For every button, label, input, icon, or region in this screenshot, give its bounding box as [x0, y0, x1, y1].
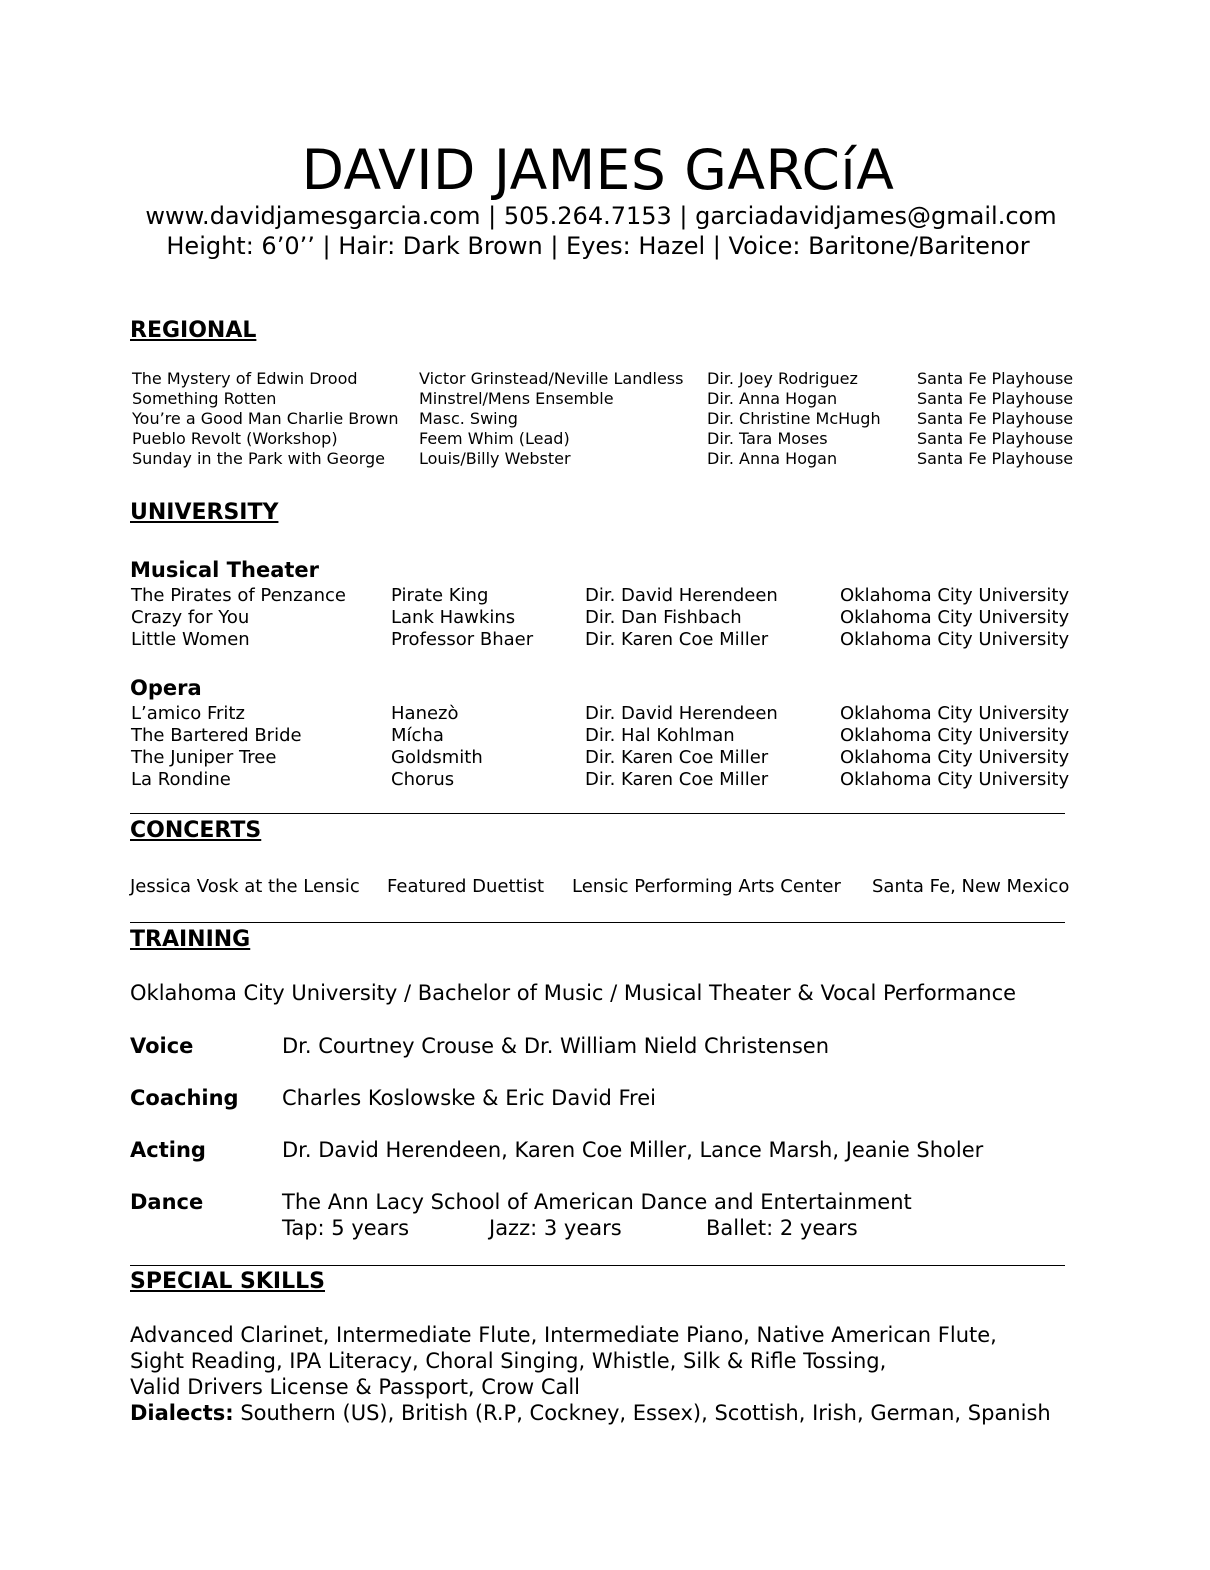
role: Louis/Billy Webster	[419, 449, 571, 468]
show-title: La Rondine	[131, 769, 231, 790]
director: Dir. Joey Rodriguez	[707, 369, 858, 388]
show-title: Little Women	[131, 629, 250, 650]
role: Victor Grinstead/Neville Landless	[419, 369, 684, 388]
concerts-heading: CONCERTS	[130, 818, 262, 843]
role: Masc. Swing	[419, 409, 518, 428]
role: Pirate King	[391, 585, 489, 606]
concert-role: Featured Duettist	[387, 876, 545, 897]
role: Lank Hawkins	[391, 607, 516, 628]
contact-line: www.davidjamesgarcia.com | 505.264.7153 | garciadavidjames@gmail.com	[145, 202, 1057, 230]
concert-location: Santa Fe, New Mexico	[872, 876, 1070, 897]
director: Dir. Anna Hogan	[707, 389, 838, 408]
role: Mícha	[391, 725, 444, 746]
musical-theater-subheading: Musical Theater	[130, 558, 319, 582]
director: Dir. Tara Moses	[707, 429, 828, 448]
concert-title: Jessica Vosk at the Lensic	[130, 876, 360, 897]
voice-teachers: Dr. Courtney Crouse & Dr. William Nield Christensen	[282, 1034, 830, 1058]
show-title: The Pirates of Penzance	[131, 585, 346, 606]
section-divider	[130, 922, 1065, 923]
acting-label: Acting	[130, 1138, 206, 1162]
skills-line: Valid Drivers License & Passport, Crow Call	[130, 1375, 581, 1399]
show-title: Sunday in the Park with George	[132, 449, 385, 468]
venue: Santa Fe Playhouse	[917, 389, 1074, 408]
show-title: Pueblo Revolt (Workshop)	[132, 429, 338, 448]
role: Feem Whim (Lead)	[419, 429, 570, 448]
coaching-teachers: Charles Koslowske & Eric David Frei	[282, 1086, 656, 1110]
role: Chorus	[391, 769, 455, 790]
dialects-label: Dialects:	[130, 1401, 234, 1425]
show-title: Something Rotten	[132, 389, 277, 408]
section-divider	[130, 813, 1065, 814]
role: Hanezò	[391, 703, 459, 724]
show-title: The Juniper Tree	[131, 747, 277, 768]
venue: Oklahoma City University	[840, 703, 1070, 724]
show-title: The Bartered Bride	[131, 725, 302, 746]
physical-stats: Height: 6’0’’ | Hair: Dark Brown | Eyes: Hazel | Voice: Baritone/Baritenor	[166, 232, 1030, 260]
venue: Santa Fe Playhouse	[917, 429, 1074, 448]
special-skills-heading: SPECIAL SKILLS	[130, 1269, 325, 1294]
venue: Oklahoma City University	[840, 725, 1070, 746]
director: Dir. Dan Fishbach	[585, 607, 742, 628]
venue: Oklahoma City University	[840, 607, 1070, 628]
venue: Oklahoma City University	[840, 585, 1070, 606]
director: Dir. David Herendeen	[585, 585, 778, 606]
venue: Santa Fe Playhouse	[917, 369, 1074, 388]
dance-jazz: Jazz: 3 years	[489, 1216, 622, 1240]
role: Minstrel/Mens Ensemble	[419, 389, 614, 408]
venue: Oklahoma City University	[840, 629, 1070, 650]
voice-label: Voice	[130, 1034, 194, 1058]
show-title: The Mystery of Edwin Drood	[132, 369, 358, 388]
dialects-line	[130, 1401, 1051, 1425]
director: Dir. Hal Kohlman	[585, 725, 735, 746]
director: Dir. Anna Hogan	[707, 449, 838, 468]
opera-subheading: Opera	[130, 676, 202, 700]
dialects-list: Southern (US), British (R.P, Cockney, Essex), Scottish, Irish, German, Spanish	[233, 1401, 1051, 1425]
acting-teachers: Dr. David Herendeen, Karen Coe Miller, Lance Marsh, Jeanie Sholer	[282, 1138, 984, 1162]
venue: Santa Fe Playhouse	[917, 449, 1074, 468]
show-title: L’amico Fritz	[131, 703, 245, 724]
venue: Oklahoma City University	[840, 747, 1070, 768]
regional-heading: REGIONAL	[130, 318, 257, 343]
dance-ballet: Ballet: 2 years	[706, 1216, 858, 1240]
venue: Oklahoma City University	[840, 769, 1070, 790]
director: Dir. Karen Coe Miller	[585, 629, 769, 650]
venue: Santa Fe Playhouse	[917, 409, 1074, 428]
training-heading: TRAINING	[130, 927, 251, 952]
page-title: DAVID JAMES GARCíA	[301, 138, 895, 202]
show-title: You’re a Good Man Charlie Brown	[132, 409, 399, 428]
skills-line: Sight Reading, IPA Literacy, Choral Singing, Whistle, Silk & Rifle Tossing,	[130, 1349, 887, 1373]
dance-label: Dance	[130, 1190, 204, 1214]
role: Professor Bhaer	[391, 629, 534, 650]
skills-line: Advanced Clarinet, Intermediate Flute, Intermediate Piano, Native American Flute,	[130, 1323, 997, 1347]
director: Dir. Karen Coe Miller	[585, 747, 769, 768]
university-heading: UNIVERSITY	[130, 500, 279, 525]
director: Dir. David Herendeen	[585, 703, 778, 724]
director: Dir. Christine McHugh	[707, 409, 881, 428]
section-divider	[130, 1265, 1065, 1266]
director: Dir. Karen Coe Miller	[585, 769, 769, 790]
concert-venue: Lensic Performing Arts Center	[572, 876, 841, 897]
dance-school: The Ann Lacy School of American Dance and Entertainment	[282, 1190, 912, 1214]
show-title: Crazy for You	[131, 607, 250, 628]
degree: Oklahoma City University / Bachelor of Music / Musical Theater & Vocal Performance	[130, 981, 1017, 1005]
role: Goldsmith	[391, 747, 483, 768]
dance-tap: Tap: 5 years	[282, 1216, 410, 1240]
coaching-label: Coaching	[130, 1086, 239, 1110]
